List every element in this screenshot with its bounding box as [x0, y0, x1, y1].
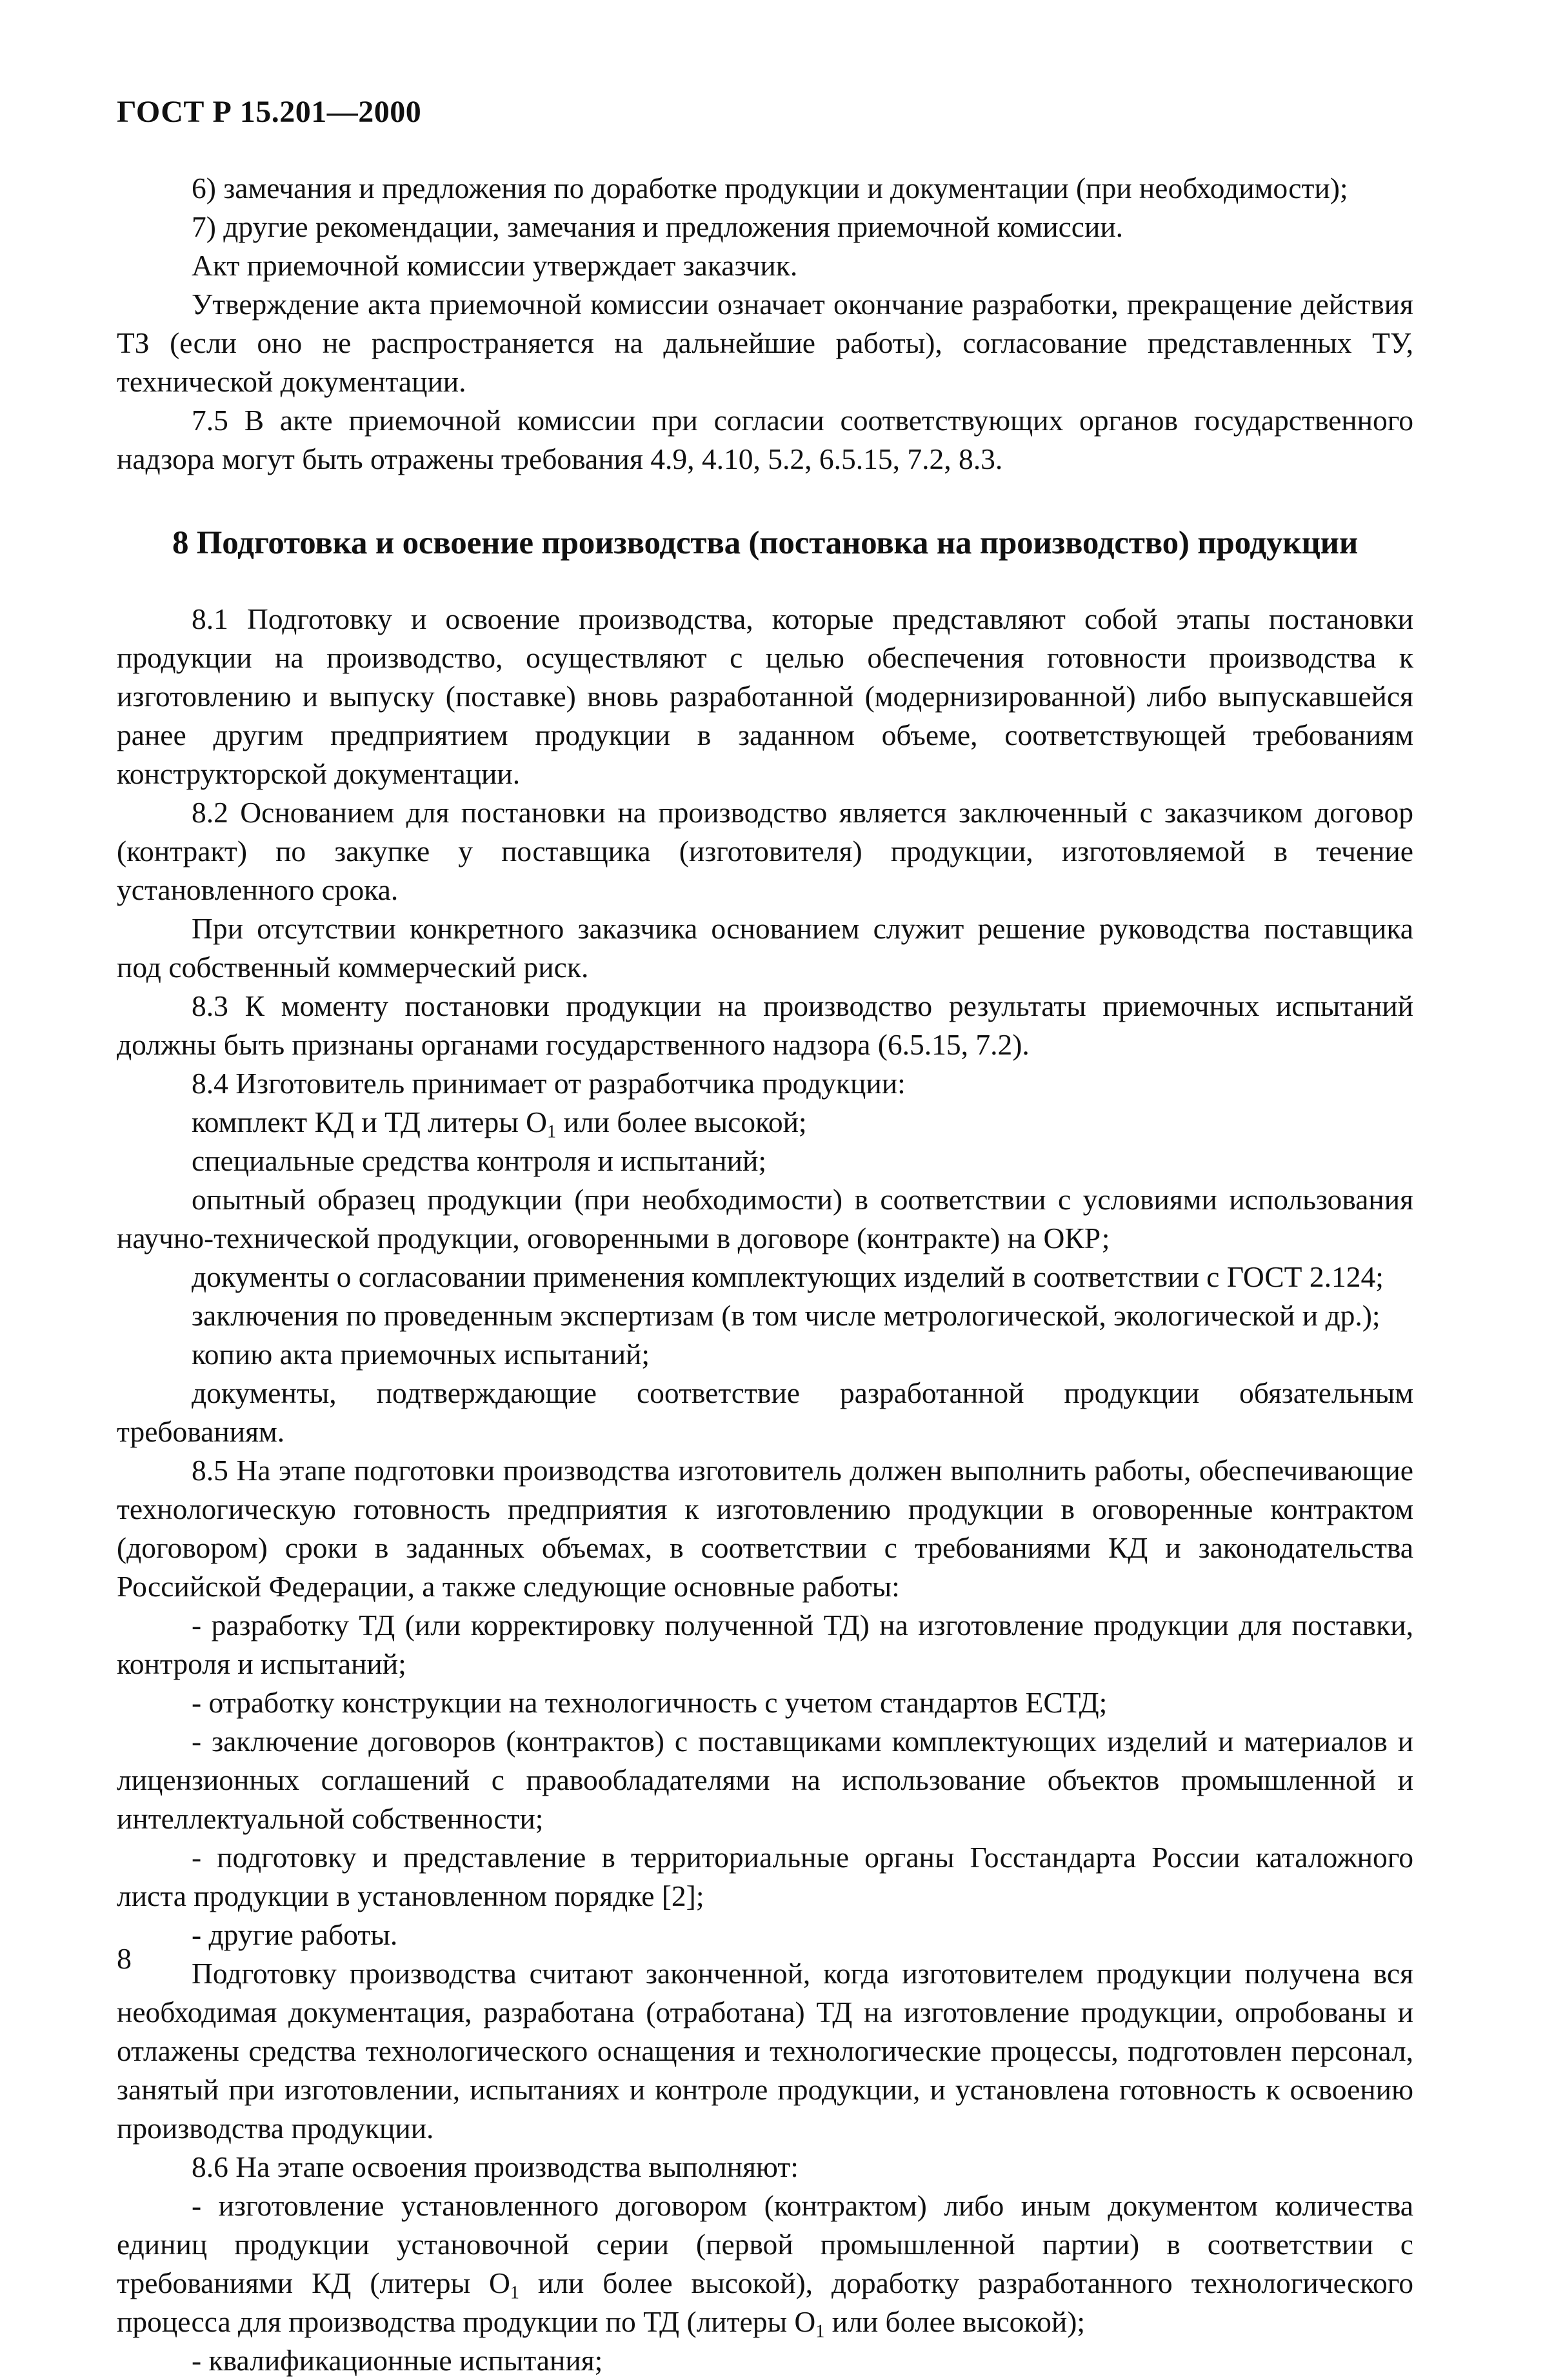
- list-item-installation-series: [117, 2187, 1413, 2341]
- paragraph-item-6: 6) замечания и предложения по доработке продукции и документации (при необходимости);: [192, 172, 1348, 204]
- list-item-expertise: заключения по проведенным экспертизам (в том числе метрологической, экологической и др.);: [192, 1299, 1381, 1332]
- list-item-installation-series-text-b: или более высокой), доработку разработанного технологического процесса для производства продукции по ТД (литеры О: [117, 2266, 1413, 2338]
- subscript-litera: 1: [815, 2321, 825, 2342]
- list-item-kd-td-text-end: или более высокой;: [556, 1106, 807, 1138]
- list-item-prototype: опытный образец продукции (при необходимости) в соответствии с условиями использования научно-технической продукции, оговоренными в договоре (контракте) на ОКР;: [117, 1183, 1413, 1254]
- paragraph-act-approval: Акт приемочной комиссии утверждает заказчик.: [192, 249, 798, 282]
- list-item-control-means: специальные средства контроля и испытаний;: [192, 1144, 766, 1177]
- paragraph-8-2-no-customer: При отсутствии конкретного заказчика основанием служит решение руководства поставщика под собственный коммерческий риск.: [117, 912, 1413, 984]
- paragraph-8-4: 8.4 Изготовитель принимает от разработчика продукции:: [192, 1067, 906, 1100]
- paragraph-8-6: 8.6 На этапе освоения производства выполняют:: [192, 2150, 799, 2183]
- paragraph-preparation-complete: Подготовку производства считают законченной, когда изготовителем продукции получена вся необходимая документация, разработана (отработана) ТД на изготовление продукции, опробованы и отлажены средства технологического оснащения и технологические процессы, подготовлен персонал, занятый при изготовлении, испытаниях и контроле продукции, и установлена готовность к освоению производства продукции.: [117, 1957, 1413, 2145]
- subscript-litera: 1: [547, 1122, 557, 1142]
- subscript-litera: 1: [510, 2283, 519, 2303]
- paragraph-8-2: 8.2 Основанием для постановки на производство является заключенный с заказчиком договор (контракт) по закупке у поставщика (изготовителя) продукции, изготовляемой в течение установленного срока.: [117, 796, 1413, 906]
- paragraph-7-5: 7.5 В акте приемочной комиссии при согласии соответствующих органов государственного надзора могут быть отражены требования 4.9, 4.10, 5.2, 6.5.15, 7.2, 8.3.: [117, 404, 1413, 475]
- paragraph-8-5: 8.5 На этапе подготовки производства изготовитель должен выполнить работы, обеспечивающие технологическую готовность предприятия к изготовлению продукции в оговоренные контрактом (договором) сроки в заданных объемах, в соответствии с требованиями КД и законодательства Российской Федерации, а также следующие основные работы:: [117, 1454, 1413, 1603]
- list-item-kd-td: [117, 1103, 1413, 1142]
- paragraph-act-meaning: Утверждение акта приемочной комиссии означает окончание разработки, прекращение действия ТЗ (если оно не распространяется на дальнейшие работы), согласование представленных ТУ, технической документации.: [117, 288, 1413, 398]
- section-title: 8 Подготовка и освоение производства (постановка на производство) продукции: [172, 525, 1359, 561]
- document-code-header: ГОСТ Р 15.201—2000: [117, 95, 422, 129]
- paragraph-8-1: 8.1 Подготовку и освоение производства, которые представляют собой этапы постановки продукции на производство, осуществляют с целью обеспечения готовности производства к изготовлению и выпуску (поставке) вновь разработанной (модернизированной) либо выпускавшейся ранее другим предприятием продукции в заданном объеме, соответствующей требованиям конструкторской документации.: [117, 602, 1413, 790]
- list-item-compliance-docs: документы, подтверждающие соответствие разработанной продукции обязательным требованиям.: [117, 1376, 1413, 1448]
- list-item-components-docs: документы о согласовании применения комплектующих изделий в соответствии с ГОСТ 2.124;: [192, 1260, 1384, 1293]
- list-item-installation-series-text-a: - изготовление установленного договором (контрактом) либо иным документом количества единиц продукции установочной серии (первой промышленной партии) в соответствии с требованиями КД (литеры О: [117, 2189, 1413, 2299]
- list-item-kd-td-text: комплект КД и ТД литеры О: [192, 1106, 547, 1138]
- page-number: 8: [117, 1942, 132, 1975]
- list-item-catalog-sheet: - подготовку и представление в территориальные органы Госстандарта России каталожного листа продукции в установленном порядке [2];: [117, 1841, 1413, 1912]
- document-body: [117, 169, 1413, 2380]
- list-item-contracts: - заключение договоров (контрактов) с поставщиками комплектующих изделий и материалов и лицензионных соглашений с правообладателями на использование объектов промышленной и интеллектуальной собственности;: [117, 1725, 1413, 1835]
- list-item-test-act-copy: копию акта приемочных испытаний;: [192, 1338, 650, 1371]
- list-item-td-development: - разработку ТД (или корректировку полученной ТД) на изготовление продукции для поставки, контроля и испытаний;: [117, 1609, 1413, 1680]
- list-item-other-works: - другие работы.: [192, 1918, 398, 1951]
- paragraph-item-7: 7) другие рекомендации, замечания и предложения приемочной комиссии.: [192, 210, 1124, 243]
- paragraph-8-3: 8.3 К моменту постановки продукции на производство результаты приемочных испытаний должны быть признаны органами государственного надзора (6.5.15, 7.2).: [117, 989, 1413, 1061]
- list-item-manufacturability: - отработку конструкции на технологичность с учетом стандартов ЕСТД;: [192, 1686, 1108, 1719]
- list-item-qualification-tests: - квалификационные испытания;: [192, 2344, 603, 2377]
- list-item-installation-series-text-c: или более высокой);: [824, 2305, 1086, 2338]
